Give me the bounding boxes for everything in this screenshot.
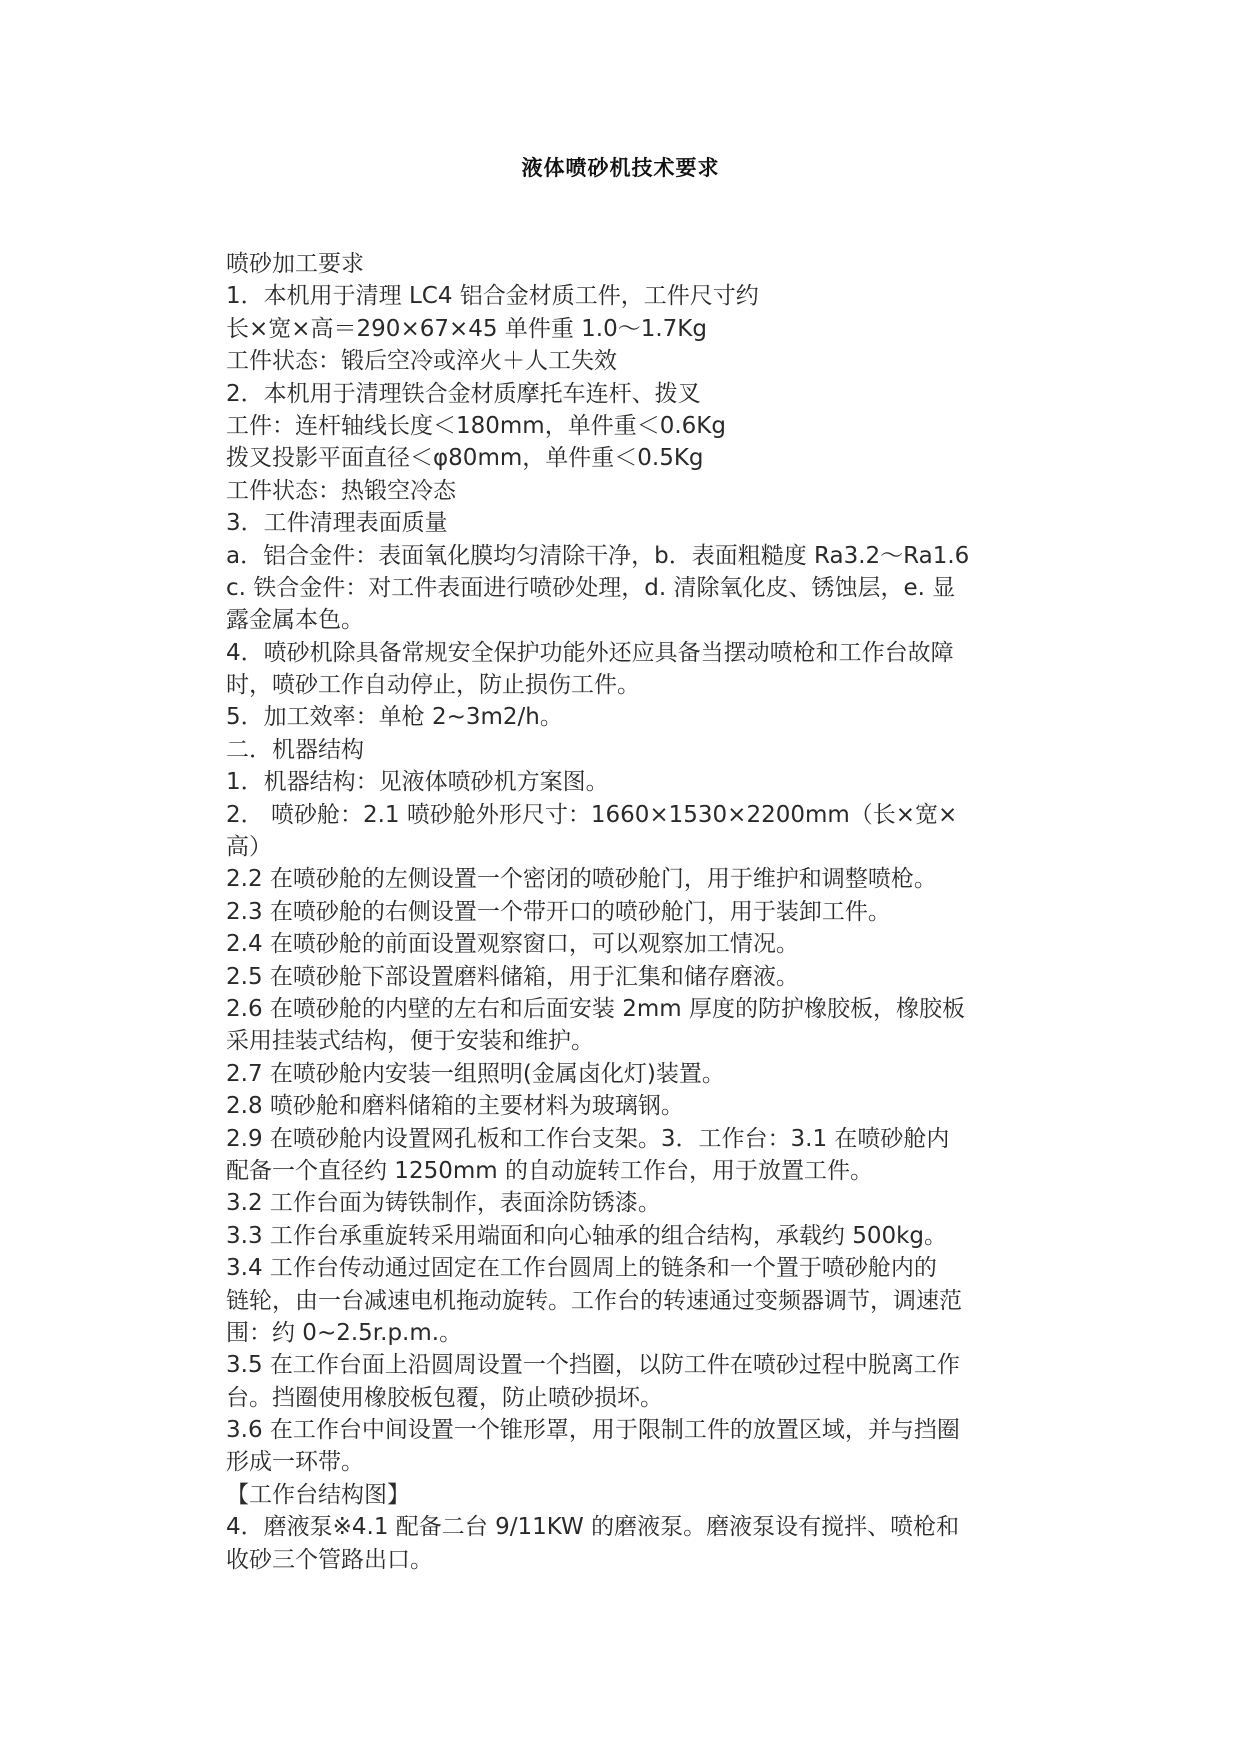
text-line: 时，喷砂工作自动停止，防止损伤工件。 <box>226 672 640 699</box>
text-line: 工件状态：热锻空冷态 <box>226 477 456 504</box>
text-line: 收砂三个管路出口。 <box>226 1546 433 1573</box>
text-line: 工件：连杆轴线长度＜180mm，单件重＜0.6Kg <box>226 412 726 439</box>
text-line: 2.3 在喷砂舱的右侧设置一个带开口的喷砂舱门，用于装卸工件。 <box>226 898 891 925</box>
text-line: 【工作台结构图】 <box>226 1481 410 1508</box>
text-line: 2.7 在喷砂舱内安装一组照明(金属卤化灯)装置。 <box>226 1060 725 1087</box>
text-line: 2.4 在喷砂舱的前面设置观察窗口，可以观察加工情况。 <box>226 931 799 958</box>
text-line: 工件状态：锻后空冷或淬火＋人工失效 <box>226 348 617 375</box>
text-line: 采用挂装式结构，便于安装和维护。 <box>226 1028 594 1055</box>
text-line: 2.9 在喷砂舱内设置网孔板和工作台支架。3．工作台：3.1 在喷砂舱内 <box>226 1125 950 1152</box>
text-line: 2.5 在喷砂舱下部设置磨料储箱，用于汇集和储存磨液。 <box>226 963 799 990</box>
text-line: 2.8 喷砂舱和磨料储箱的主要材料为玻璃钢。 <box>226 1093 684 1120</box>
text-line: 露金属本色。 <box>226 607 364 634</box>
text-line: 形成一环带。 <box>226 1449 364 1476</box>
document-title: 液体喷砂机技术要求 <box>521 155 720 180</box>
text-line: 5．加工效率：单枪 2~3m2/h。 <box>226 704 563 731</box>
text-line: 2.2 在喷砂舱的左侧设置一个密闭的喷砂舱门，用于维护和调整喷枪。 <box>226 866 937 893</box>
text-line: 3.3 工作台承重旋转采用端面和向心轴承的组合结构，承载约 500kg。 <box>226 1222 948 1249</box>
text-line: 2.6 在喷砂舱的内壁的左右和后面安装 2mm 厚度的防护橡胶板，橡胶板 <box>226 995 965 1022</box>
text-line: 台。挡圈使用橡胶板包覆，防止喷砂损坏。 <box>226 1384 663 1411</box>
text-line: 2．本机用于清理铁合金材质摩托车连杆、拨叉 <box>226 380 701 407</box>
text-line: 3.6 在工作台中间设置一个锥形罩，用于限制工件的放置区域，并与挡圈 <box>226 1417 960 1444</box>
text-line: 二．机器结构 <box>226 736 364 763</box>
text-line: 1．机器结构：见液体喷砂机方案图。 <box>226 769 609 796</box>
text-line: 配备一个直径约 1250mm 的自动旋转工作台，用于放置工件。 <box>226 1157 873 1184</box>
text-line: c. 铁合金件：对工件表面进行喷砂处理，d. 清除氧化皮、锈蚀层，e. 显 <box>226 574 956 601</box>
text-line: 链轮，由一台减速电机拖动旋转。工作台的转速通过变频器调节，调速范 <box>226 1287 962 1314</box>
text-line: 1．本机用于清理 LC4 铝合金材质工件，工件尺寸约 <box>226 283 759 310</box>
text-line: 长×宽×高＝290×67×45 单件重 1.0～1.7Kg <box>226 315 707 342</box>
text-line: 高） <box>226 834 272 861</box>
text-line: 3.4 工作台传动通过固定在工作台圆周上的链条和一个置于喷砂舱内的 <box>226 1255 937 1282</box>
text-line: 拨叉投影平面直径＜φ80mm，单件重＜0.5Kg <box>226 445 704 472</box>
text-line: a．铝合金件：表面氧化膜均匀清除干净，b．表面粗糙度 Ra3.2～Ra1.6 <box>226 542 970 569</box>
document-body <box>226 248 1017 1576</box>
text-line: 3．工件清理表面质量 <box>226 510 448 537</box>
text-line: 2． 喷砂舱：2.1 喷砂舱外形尺寸：1660×1530×2200mm（长×宽× <box>226 801 958 828</box>
text-line: 3.5 在工作台面上沿圆周设置一个挡圈，以防工件在喷砂过程中脱离工作 <box>226 1352 960 1379</box>
text-line: 3.2 工作台面为铸铁制作，表面涂防锈漆。 <box>226 1190 661 1217</box>
text-line: 4．磨液泵※4.1 配备二台 9/11KW 的磨液泵。磨液泵设有搅拌、喷枪和 <box>226 1514 960 1541</box>
text-line: 喷砂加工要求 <box>226 251 364 277</box>
text-line: 围：约 0~2.5r.p.m.。 <box>226 1319 463 1346</box>
text-line: 4．喷砂机除具备常规安全保护功能外还应具备当摆动喷枪和工作台故障 <box>226 639 954 666</box>
